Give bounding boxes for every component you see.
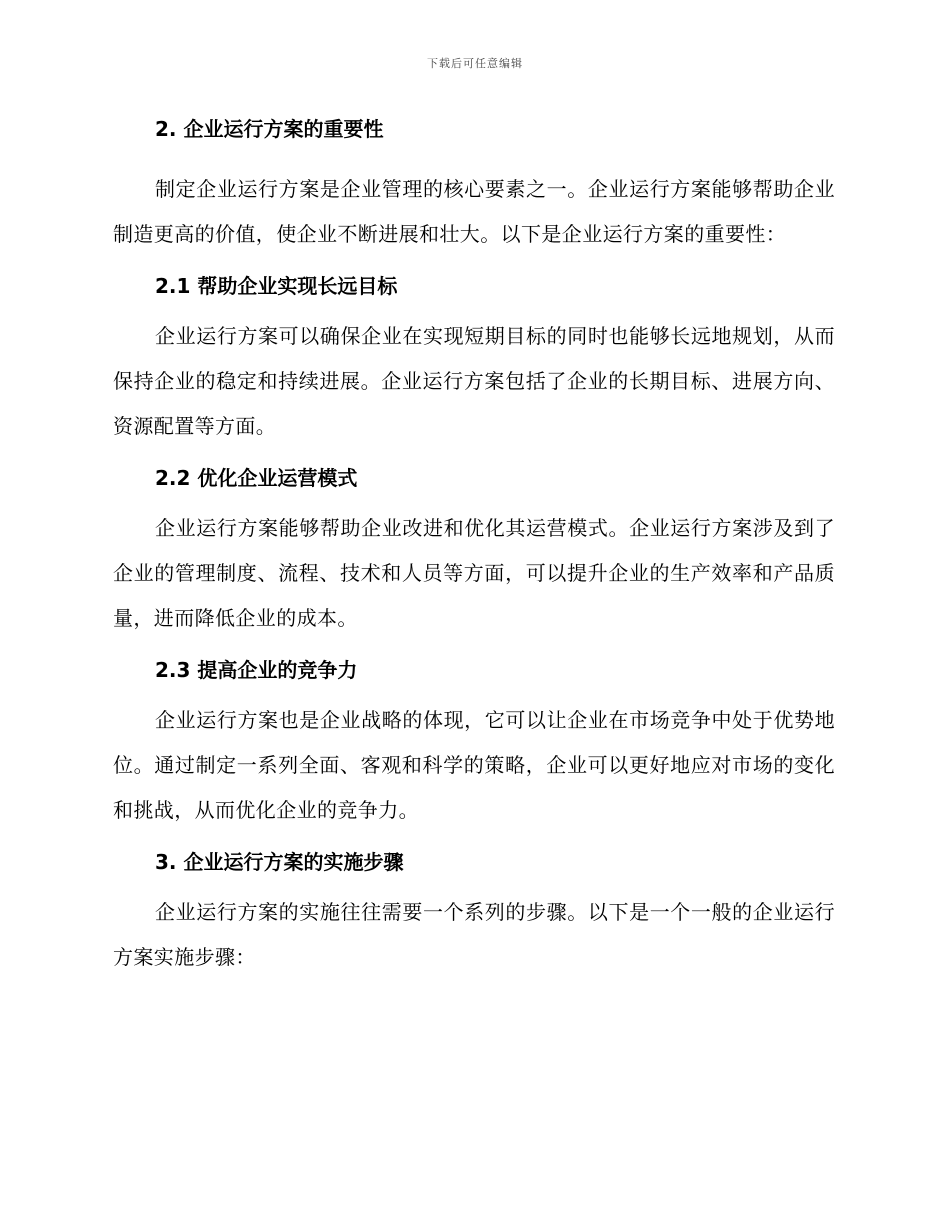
- section-2-intro-paragraph: 制定企业运行方案是企业管理的核心要素之一。企业运行方案能够帮助企业制造更高的价值，使企业不断进展和壮大。以下是企业运行方案的重要性：: [113, 177, 835, 246]
- section-2-2-paragraph: 企业运行方案能够帮助企业改进和优化其运营模式。企业运行方案涉及到了企业的管理制度、流程、技术和人员等方面，可以提升企业的生产效率和产品质量，进而降低企业的成本。: [113, 516, 835, 630]
- document-body: [113, 112, 835, 980]
- section-2-3-heading: 2.3 提高企业的竞争力: [155, 658, 358, 682]
- section-2-3-paragraph: 企业运行方案也是企业战略的体现，它可以让企业在市场竞争中处于优势地位。通过制定一系列全面、客观和科学的策略，企业可以更好地应对市场的变化和挑战，从而优化企业的竞争力。: [113, 708, 835, 822]
- section-2-2-heading: 2.2 优化企业运营模式: [155, 466, 358, 490]
- section-2-1-paragraph: 企业运行方案可以确保企业在实现短期目标的同时也能够长远地规划，从而保持企业的稳定和持续进展。企业运行方案包括了企业的长期目标、进展方向、资源配置等方面。: [113, 324, 835, 438]
- section-2-1-heading: 2.1 帮助企业实现长远目标: [155, 274, 398, 298]
- page-header-note: 下载后可任意编辑: [427, 57, 523, 70]
- section-3-heading: 3. 企业运行方案的实施步骤: [155, 850, 404, 874]
- section-2-heading: 2. 企业运行方案的重要性: [155, 117, 384, 141]
- section-3-intro-paragraph: 企业运行方案的实施往往需要一个系列的步骤。以下是一个一般的企业运行方案实施步骤：: [113, 900, 835, 969]
